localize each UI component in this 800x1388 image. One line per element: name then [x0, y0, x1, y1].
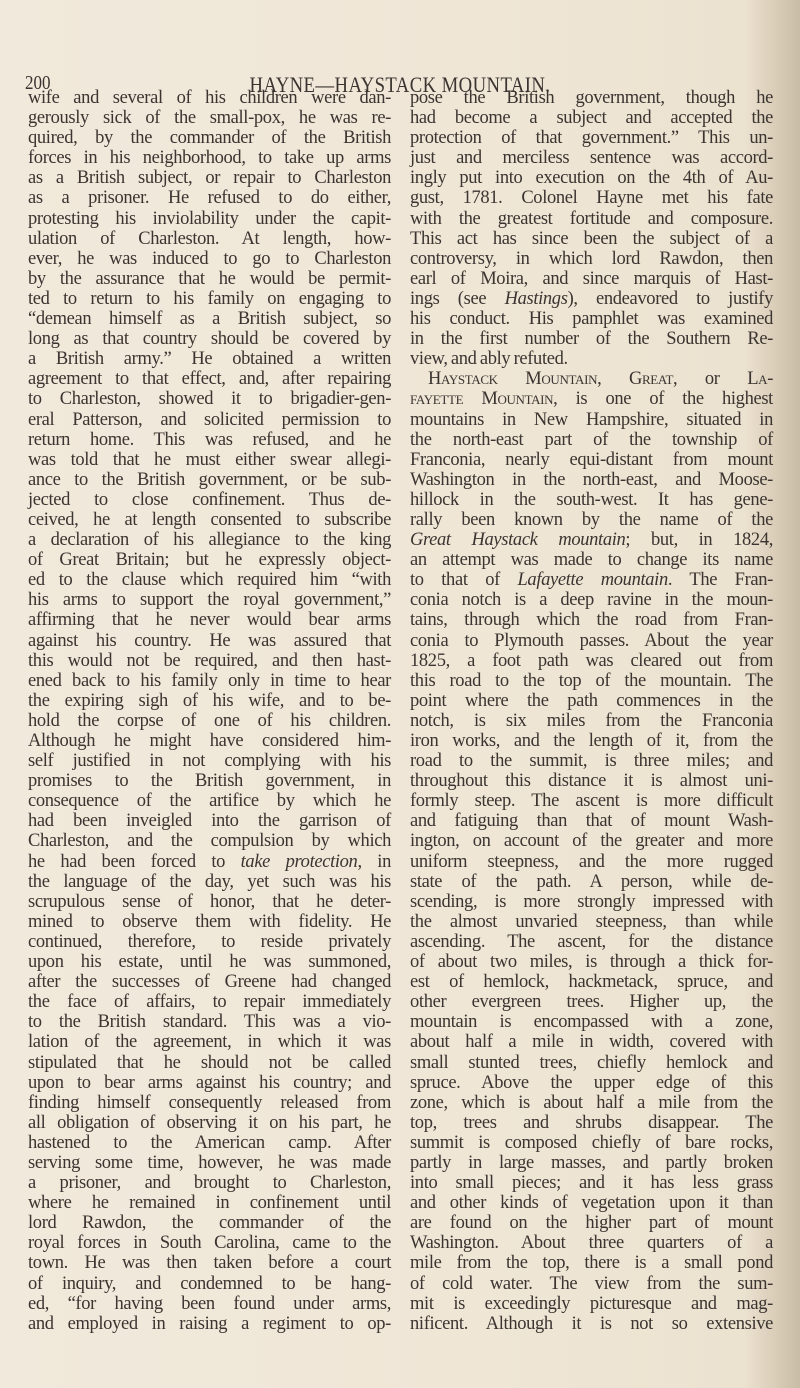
text-line: an attempt was made to change its name: [410, 550, 773, 571]
text-line: and other kinds of vegetation upon it than: [410, 1193, 773, 1214]
text-line: ington, on account of the greater and more: [410, 831, 773, 852]
text-line: partly in large masses, and partly broken: [410, 1152, 773, 1173]
text-line: consequence of the artifice by which he: [28, 791, 391, 812]
text-line: controversy, in which lord Rawdon, then: [410, 248, 773, 269]
text-line: had become a subject and accepted the: [410, 108, 773, 129]
text-line: forces in his neighborhood, to take up arms: [28, 148, 391, 169]
text-line: [410, 389, 773, 409]
text-line: gust, 1781. Colonel Hayne met his fate: [410, 188, 773, 209]
italic-text: take protection: [240, 851, 358, 872]
text-line: ed, “for having been found under arms,: [28, 1293, 391, 1314]
text-line: finding himself consequently released from: [28, 1092, 391, 1113]
text-line: [28, 852, 391, 872]
text-line: this would not be required, and then hast-: [28, 650, 391, 671]
text-line: notch, is six miles from the Franconia: [410, 710, 773, 731]
text-line: nificent. Although it is not so extensive: [410, 1313, 773, 1334]
text-line: hillock in the south-west. It has gene-: [410, 489, 773, 510]
text-line: conia notch is a deep ravine in the moun-: [410, 590, 773, 611]
text-line: spruce. Above the upper edge of this: [410, 1072, 773, 1093]
right-column: [410, 88, 773, 1334]
text-line: zone, which is about half a mile from the: [410, 1092, 773, 1113]
italic-text: Hastings: [504, 288, 568, 309]
text-line: lation of the agreement, in which it was: [28, 1032, 391, 1053]
small-caps-heading: La-: [747, 369, 774, 390]
text-line: the expiring sigh of his wife, and to be-: [28, 690, 391, 711]
text-line: as a British subject, or repair to Charleston: [28, 168, 391, 189]
text-line: serving some time, however, he was made: [28, 1152, 391, 1173]
text-line: [410, 570, 773, 590]
text-line: the language of the day, yet such was his: [28, 871, 391, 892]
text-line: and employed in raising a regiment to op-: [28, 1313, 391, 1334]
text-segment: to that of: [410, 570, 518, 591]
text-segment: ; but, in 1824,: [625, 530, 773, 551]
text-line: to Charleston, showed it to brigadier-gen-: [28, 389, 391, 410]
text-line: scrupulous sense of honor, that he deter-: [28, 891, 391, 912]
text-line: top, trees and shrubs disappear. The: [410, 1112, 773, 1133]
text-line: ceived, he at length consented to subscribe: [28, 509, 391, 530]
text-line: 1825, a foot path was cleared out from: [410, 650, 773, 671]
text-line: uniform steepness, and the more rugged: [410, 851, 773, 872]
text-line: [410, 289, 773, 309]
text-line: earl of Moira, and since marquis of Hast-: [410, 268, 773, 289]
text-line: against his country. He was assured that: [28, 630, 391, 651]
left-column: [28, 88, 391, 1334]
text-line: return home. This was refused, and he: [28, 429, 391, 450]
text-line: “demean himself as a British subject, so: [28, 309, 391, 330]
text-line: about half a mile in width, covered with: [410, 1032, 773, 1053]
text-line: iron works, and the length of it, from the: [410, 731, 773, 751]
text-line: ted to return to his family on engaging to: [28, 288, 391, 309]
running-head-title: HAYNE—HAYSTACK MOUNTAIN.: [249, 72, 551, 97]
text-line: Franconia, nearly equi-distant from mount: [410, 449, 773, 470]
text-segment: he had been forced to: [28, 851, 241, 872]
text-line: mined to observe them with fidelity. He: [28, 911, 391, 932]
italic-text: Lafayette mountain: [517, 570, 668, 591]
text-line: view, and ably refuted.: [410, 349, 568, 370]
text-line: est of hemlock, hackmetack, spruce, and: [410, 972, 773, 993]
text-line: upon his estate, until he was summoned,: [28, 952, 391, 973]
small-caps-heading: Haystack Mountain, Great,: [428, 369, 678, 390]
text-line: his arms to support the royal government,”: [28, 590, 391, 611]
text-line: lord Rawdon, the commander of the: [28, 1213, 391, 1234]
text-line: upon to bear arms against his country; and: [28, 1072, 391, 1093]
text-line: other evergreen trees. Higher up, the: [410, 992, 773, 1013]
text-line: ance to the British government, or be sub-: [28, 469, 391, 490]
text-line: summit is composed chiefly of bare rocks,: [410, 1132, 773, 1153]
text-line: hastened to the American camp. After: [28, 1132, 391, 1153]
text-line: his conduct. His pamphlet was examined: [410, 309, 773, 330]
text-line: was told that he must either swear allegi-: [28, 449, 391, 470]
text-line: town. He was then taken before a court: [28, 1253, 391, 1274]
text-line: hold the corpse of one of his children.: [28, 710, 391, 731]
text-line: tains, through which the road from Fran-: [410, 610, 773, 631]
text-line: of about two miles, is through a thick for-: [410, 952, 773, 973]
text-line: This act has since been the subject of a: [410, 228, 773, 249]
text-line: self justified in not complying with his: [28, 751, 391, 772]
text-segment: , in: [357, 851, 392, 872]
text-line: are found on the higher part of mount: [410, 1213, 773, 1234]
text-line: wife and several of his children were dan-: [28, 88, 391, 108]
text-line: mile from the top, there is a small pond: [410, 1253, 773, 1274]
text-line: Washington. About three quarters of a: [410, 1233, 773, 1254]
text-line: a declaration of his allegiance to the king: [28, 530, 391, 551]
text-line: and fatiguing than that of mount Wash-: [410, 811, 773, 832]
text-line: a British army.” He obtained a written: [28, 349, 391, 370]
text-line: this road to the top of the mountain. The: [410, 670, 773, 691]
text-line: pose the British government, though he: [410, 88, 773, 108]
text-line: as a prisoner. He refused to do either,: [28, 188, 391, 209]
text-line: gerously sick of the small-pox, he was re-: [28, 108, 391, 129]
text-segment: ings (see: [410, 288, 505, 309]
text-line: royal forces in South Carolina, came to the: [28, 1233, 391, 1254]
text-line: rally been known by the name of the: [410, 509, 773, 530]
text-line: where he remained in confinement until: [28, 1193, 391, 1214]
text-line: ed to the clause which required him “with: [28, 570, 391, 591]
text-line: long as that country should be covered by: [28, 329, 391, 350]
text-line: by the assurance that he would be permit-: [28, 268, 391, 289]
text-segment: . The Fran-: [667, 570, 773, 591]
text-line: protesting his inviolability under the capit-: [28, 208, 391, 229]
small-caps-heading: fayette Mountain,: [410, 389, 558, 410]
text-segment: or: [677, 369, 748, 390]
text-line: small stunted trees, chiefly hemlock and: [410, 1052, 773, 1073]
text-line: eral Patterson, and solicited permission to: [28, 409, 391, 430]
text-line: ingly put into execution on the 4th of Au-: [410, 168, 773, 189]
text-line: continued, therefore, to reside privately: [28, 931, 391, 952]
text-line: of cold water. The view from the sum-: [410, 1273, 773, 1294]
text-line: jected to close confinement. Thus de-: [28, 489, 391, 510]
text-line: had been inveigled into the garrison of: [28, 811, 391, 832]
text-line: the almost unvaried steepness, than while: [410, 911, 773, 932]
text-line: road to the summit, is three miles; and: [410, 751, 773, 772]
text-line: mit is exceedingly picturesque and mag-: [410, 1293, 773, 1314]
text-line: affirming that he never would bear arms: [28, 610, 391, 631]
text-line: quired, by the commander of the British: [28, 128, 391, 149]
text-line: to the British standard. This was a vio-: [28, 1012, 391, 1033]
text-line: ascending. The ascent, for the distance: [410, 931, 773, 952]
text-segment: is one of the highest: [557, 389, 773, 410]
text-line: ened back to his family only in time to hear: [28, 670, 391, 691]
italic-text: Great Haystack mountain: [410, 530, 626, 551]
text-line: of inquiry, and condemned to be hang-: [28, 1273, 391, 1294]
text-line: mountain is encompassed with a zone,: [410, 1012, 773, 1033]
text-line: with the greatest fortitude and composure.: [410, 208, 773, 229]
text-line: Although he might have considered him-: [28, 731, 391, 751]
text-line: after the successes of Greene had changed: [28, 972, 391, 993]
text-line: stipulated that he should not be called: [28, 1052, 391, 1073]
page-number: 200: [25, 72, 51, 94]
text-line: formly steep. The ascent is more difficult: [410, 791, 773, 812]
text-line: the face of affairs, to repair immediately: [28, 992, 391, 1013]
text-line: ulation of Charleston. At length, how-: [28, 228, 391, 249]
text-line: [410, 530, 773, 550]
text-line: point where the path commences in the: [410, 690, 773, 711]
text-line: the north-east part of the township of: [410, 429, 773, 450]
text-line: scending, is more strongly impressed with: [410, 891, 773, 912]
text-line: conia to Plymouth passes. About the year: [410, 630, 773, 651]
text-line: throughout this distance it is almost uni-: [410, 771, 773, 792]
text-line: state of the path. A person, while de-: [410, 871, 773, 892]
text-line: into small pieces; and it has less grass: [410, 1173, 773, 1194]
text-line: protection of that government.” This un-: [410, 128, 773, 149]
text-line: mountains in New Hampshire, situated in: [410, 409, 773, 430]
text-line: agreement to that effect, and, after repairing: [28, 369, 391, 390]
text-segment: ), endeavored to justify: [567, 288, 774, 309]
text-line: a prisoner, and brought to Charleston,: [28, 1173, 391, 1194]
text-line: just and merciless sentence was accord-: [410, 148, 773, 169]
text-line: of Great Britain; but he expressly object-: [28, 550, 391, 571]
text-line: promises to the British government, in: [28, 771, 391, 792]
text-line: Charleston, and the compulsion by which: [28, 831, 391, 852]
text-line: [410, 369, 773, 389]
text-line: ever, he was induced to go to Charleston: [28, 248, 391, 269]
text-line: Washington in the north-east, and Moose-: [410, 469, 773, 490]
text-line: in the first number of the Southern Re-: [410, 329, 773, 350]
text-line: all obligation of observing it on his part, he: [28, 1112, 391, 1133]
